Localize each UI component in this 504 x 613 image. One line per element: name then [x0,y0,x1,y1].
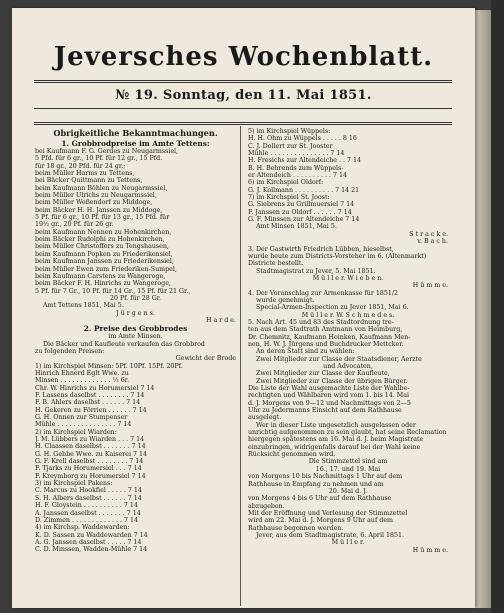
text-line: G. F. Minssen zur Altendeiche 7 14 [248,216,360,224]
text-line: J ü r g e n s. [116,309,155,317]
text-line: F. Lassens daselbst . . . . . . . . 7 14 [35,392,145,399]
text-line: bei Kaufmann F. G. Gerdes zu Neugarmssiel, [35,148,179,155]
text-line: ausgelegt. [248,414,282,422]
text-line: Mühle . . . . . . . . . . . . . . . 7 14 [35,421,132,429]
text-line: A. Janssen daselbst . . . . . . . 7 14 [35,509,141,517]
text-line: im Amte Minsen. [108,333,163,341]
text-line: wird am 22. Mai d. J. Morgens 9 Uhr auf dem [248,517,394,525]
text-line: F. Janssen zu Oldorf . . . . . . 7 14 [248,208,352,216]
text-line: 4. Der Voranschlag zur Armenkasse für 1851/2 [248,289,398,297]
text-line: wurde heute zum Districts-Vorsteher im 6. (Altenmarkt) [248,252,427,260]
text-line: H a r d e. [205,316,236,324]
text-line: G. H. Gebbe Wwe. zu Kaiserei 7 14 [35,450,148,458]
issue-rule-bottom [34,122,452,125]
right-column [248,128,448,554]
issue-line: № 19. Sonntag, den 11. Mai 1851. [115,88,372,103]
text-line: 5. Nach Art. 45 und 83 des Stadtordnung tre- [248,318,394,326]
text-line: beim Bäcker Rudolphi zu Hohenkirchen, [35,236,165,244]
text-line: v. B a c h. [417,238,448,246]
text-line: Dr. Chemnitz, Kaufmann Heinken, Kaufmann Men- [248,333,411,341]
text-line: 20 Pf. für 28 Gr. [109,294,162,302]
text-line: Gewicht der Brode [175,355,236,363]
text-line: Die Liste der Wahl ausgemachte Liste der Wahlbe- [248,385,410,393]
text-line: Mühle . . . . . . . . . . . . . . . 7 14 [248,150,345,158]
text-line: 1. Grobbrodpreise im Amte Tettens: [61,139,210,148]
text-line: J. M. Lübbers zu Wiarden . . . 7 14 [35,436,145,444]
text-line: beim Bäcker F. H. Hinrichs zu Wangeroge, [35,280,171,288]
text-line: 7) im Kirchspiel St. Joost: [248,194,330,202]
text-line: von Morgens 4 bis 6 Uhr auf dem Rathhause [248,495,392,503]
text-line: G. J. Kollmann . . . . . . . . . . 7 14 21 [248,186,360,194]
text-line: 5) im Kirchspiel Wüppels: [248,128,331,135]
text-line: 2. Preise des Grobbrodes [83,324,188,334]
text-line: Minsen . . . . . . . . . . . . . ½ 6r. [35,377,130,385]
text-line: 5 Pfd. für 6 gr., 10 Pf. für 12 gr., 15 Pfd. [35,155,163,163]
text-line: beim Müller Weßendorf zu Middoge, [35,199,153,207]
text-line: Amt Tettens 1851, Mai 5. [43,302,124,310]
text-line: F. B. Ahlers daselbst . . . . . . 7 14 [35,399,141,407]
text-line: C. Marcus zu Hookfiel . . . . . 7 14 [35,487,142,495]
text-line: unrichtig aufgenommen zu sein glaubt, hat seine Reclamation [248,429,447,437]
text-line: 2) im Kirchspiel Wiarden: [35,428,117,436]
text-line: Mit der Eröffnung und Verlesung der Stimmzettel [248,509,408,517]
text-line: S t r a c k e. [409,230,448,238]
text-line: Special-Armen-Inspection zu Jever 1851, Mai 6. [256,304,409,312]
text-line: ten aus dem Stadtrath Amtmann von Heimburg, [248,326,403,334]
text-line: er Altendeich . . . . . . . . . . 7 14 [248,172,348,180]
text-line: beim Müller Ewen zum Friederiken-Sumpel, [35,265,177,273]
text-line: M ü l l e r. [331,539,365,547]
text-line: 3) im Kirchspiel Pakens: [35,480,113,488]
masthead-rule [34,80,452,83]
text-line: einzubringen, widrigenfalls darauf bei der Wahl keine [248,443,421,451]
text-line: beim Kaufmann Popken zu Friederikensiel, [35,250,173,258]
text-line: 4) im Kirchsp. Waddewarden: [35,524,130,532]
text-line: beim Kaufmann Carstens zu Wangeroge, [35,272,166,280]
text-line: hiergegen spätestens am 16. Mai d. J. beim Magistrate [248,436,424,444]
text-line: G. Siebrens zu Grillmuersiel 7 14 [248,201,355,209]
issue-rule-top [34,108,452,109]
text-line: bei Bäcker Quittmann zu Tettens, [35,177,143,185]
text-line: H. Fresichs zur Altendeiche . . 7 14 [248,157,362,165]
text-line: 5 Pf. für 6 gr., 10 Pf. für 13 gr., 15 Pfd. für [35,214,170,222]
text-line: 16., 17. und 19. Mai [315,465,381,473]
text-line: beim Bäcker H. H. Janssen zu Middoge, [35,206,163,214]
text-line: Obrigkeitliche Bekanntmachungen. [53,128,218,138]
text-line: 1) im Kirchspiel Minsen: 5Pf. 10Pf. 15Pf. 20Pf. [35,362,183,370]
text-line: Districte bestellt. [248,260,304,268]
text-line: 19½ gr., 20 Pf. für 26 gr. [35,221,114,229]
text-line: M ü l l e r. W. S c h m e d e s. [301,311,395,319]
text-line: beim Kaufmann Janssen zu Friederikensiel, [35,258,174,266]
text-line: F. Kreymborg zu Horumersiel 7 14 [35,472,146,480]
text-line: beim Kaufmann Nennen zu Hohenkirchen, [35,228,172,236]
text-line: Die Bäcker und Kaufleute verkaufen das Grobbrod [43,340,205,348]
text-line: Stadtmagistrat zu Jever, 5. Mai 1851. [256,267,376,275]
text-line: Die Stimmzettel sind am [308,458,388,466]
text-line: 3. Der Gastwirth Friedrich Lübben, hieselbst, [248,245,394,253]
text-line: Rücksicht genommen wird. [248,451,336,459]
text-line: Amt Minsen 1851, Mai 5. [256,223,337,231]
text-line: D. Zimmen . . . . . . . . . . . . . 7 14 [35,516,139,524]
text-line: abzugeben. [248,502,285,510]
newspaper-page [12,8,475,608]
text-line: beim Müller Harms zu Tettens, [35,170,135,178]
text-line: K. D. Sassen zu Waddewarden 7 14 [35,531,148,539]
text-line: für 18 gr., 20 Pfd. für 24 gr.; [35,162,126,170]
text-line: Chr. W. Hinrichs zu Horumersiel 7 14 [35,384,155,392]
text-line: H. F. Gloystein . . . . . . . . . . 7 14 [35,502,138,510]
page-stack-edge [475,10,491,608]
text-line: G. F. Krell daselbst . . . . . . . . 7 14 [35,458,144,466]
text-line: Zwei Mitglieder zur Classe der Kaufleute, [256,370,390,378]
book-binding [491,0,504,613]
text-line: A. G. Janssen daselbst . . . . . 7 14 [35,538,142,546]
text-line: Rathhause begonnen werden. [248,524,344,532]
text-line: 6) im Kirchspiel Oldorf: [248,179,324,187]
text-line: B. H. Behrends zum Wüppels- [248,164,344,172]
text-line: H ü m m e. [412,546,448,554]
text-line: Zwei Mitglieder zur Classe der übrigen Bürger. [256,377,408,385]
text-line: 5 Pf. für 7 Gr., 10 Pf. für 14 Gr., 15 Pf. für 21 Gr., [35,287,191,295]
text-line: Hinrich Ehnerd Eglt Wwe. zu [35,369,129,377]
text-line: 20. Mai d. J. [328,487,368,495]
text-line: Jever, aus dem Stadtmagistrate, 6. April 1851. [256,531,404,539]
text-line: nen, H. W. J. Jürgens und Buchdrucker Mettcker. [248,340,404,348]
text-line: rechtigten und Wählbaren wird vom 1. bis 14. Mai [248,392,409,400]
text-line: Rathhause in Empfang zu nehmen und am [248,480,384,488]
column-divider [240,126,241,606]
text-line: G. H. Onnen zur Stumpenser [35,414,128,422]
text-line: Wer in dieser Liste ungesetzlich ausgelassen oder [256,421,416,429]
text-line: d. J. Morgens von 9—12 und Nachmittags von 2—5 [248,399,411,407]
text-line: M ü l l e r. W i e b e n. [312,274,384,282]
text-line: C. D. Minssen, Wadden-Mühle 7 14 [35,546,148,554]
text-line: An deren Statt sind zu wählen: [256,348,355,356]
text-line: beim Müller Christoffers zu Tengshausen, [35,243,169,251]
text-line: Zwei Mitglieder zur Classe der Staatsdiener, Aerzte [256,355,422,363]
text-line: wurde genehmigt. [256,296,315,304]
text-line: und Advocaten, [323,363,373,370]
text-line: zu folgenden Preisen: [35,347,105,355]
text-line: H. Gekeren zu Förrien . . . . . . 7 14 [35,406,147,414]
text-line: beim Kaufmann Böhlen zu Neugarmssiel, [35,184,168,192]
text-line: Uhr zu Jedermanns Einsicht auf dem Rathhause [248,407,402,415]
left-column [35,128,236,554]
text-line: H. Claassen daselbst . . . . . . . 7 14 [35,443,146,451]
masthead-title: Jeversches Wochenblatt. [53,42,434,72]
text-line: beim Müller Ulrichs zu Neugarmssiel, [35,192,157,200]
text-line: C. J. Dollert zur St. Jooster [248,142,333,150]
text-line: von Morgens 10 bis Nachmittags 1 Uhr auf dem [248,473,403,481]
text-line: H ü m m e. [412,282,448,290]
text-line: F. Tjarks zu Horumersiel . . . 7 14 [35,465,142,473]
text-line: S. H. Albers daselbst . . . . . . 7 14 [35,494,142,502]
text-line: H. H. Ohm zu Wüppels . . . . . 8 16 [248,135,357,143]
